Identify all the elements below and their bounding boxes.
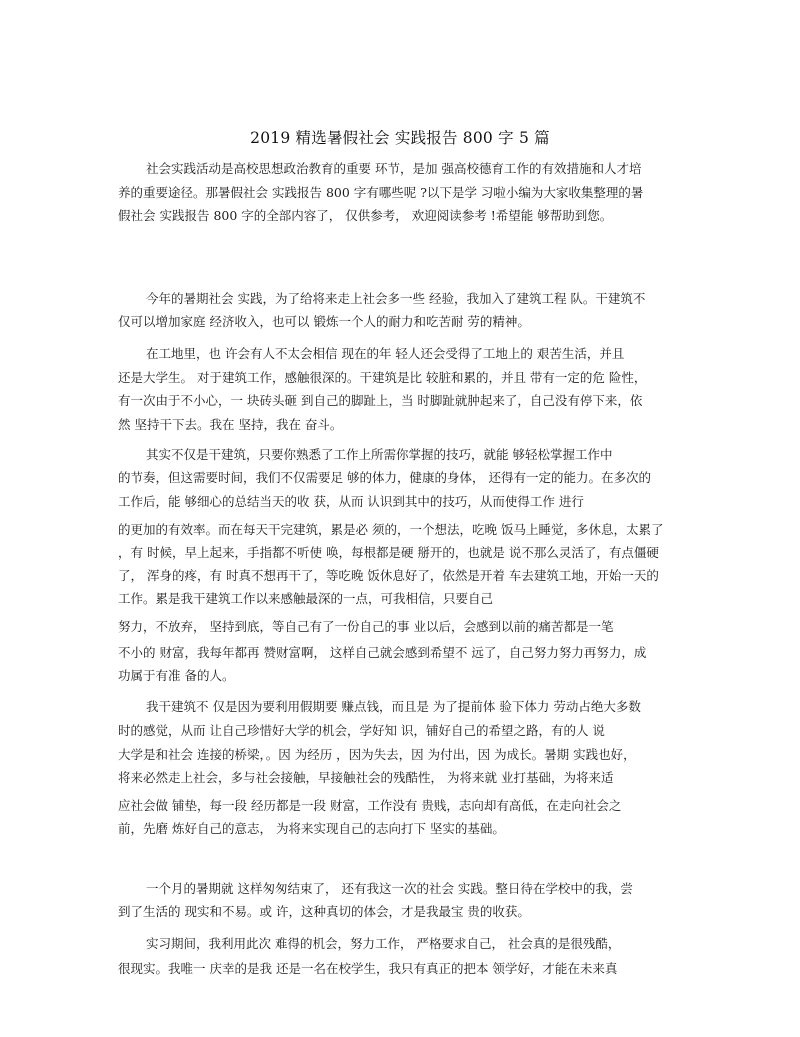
body-line: 不小的 财富，我每年都再 赞财富啊， 这样自己就会感到希望不 远了，自己努力努力再努力，成: [118, 645, 647, 660]
body-line: 工作后，能 够细心的总结当天的收 获，从而 认识到其中的技巧，从而使得工作 进行: [118, 494, 584, 509]
body-line: 其实不仅是干建筑，只要你熟悉了工作上所需你掌握的技巧，就能 够轻松掌握工作中: [146, 447, 613, 462]
body-line: 了， 浑身的疼，有 时真不想再干了，等吃晚 饭休息好了，依然是开着 车去建筑工地，开始一天的: [118, 568, 659, 583]
body-line: 到了生活的 现实和不易。或 许，这种真切的体会，才是我最宝 贵的收获。: [118, 904, 530, 919]
body-line: 努力，不放弃， 坚持到底，等自己有了一份自己的事 业以后，会感到以前的痛苦都是一笔: [118, 619, 614, 634]
body-line: 工作。累是我干建筑工作以来感触最深的一点，可我相信，只要自己: [118, 591, 494, 606]
body-line: 的更加的有效率。而在每天干完建筑，累是必 须的，一个想法，吃晚 饭马上睡觉，多休息，太累了: [118, 522, 664, 537]
body-line: 将来必然走上社会，多与社会接触，早接触社会的残酷性， 为将来就 业打基础，为将来适: [118, 770, 614, 785]
body-line: 我干建筑不 仅是因为要利用假期要 赚点钱，而且是 为了提前体 验下体力 劳动占绝大多数: [146, 699, 641, 714]
body-line: 时的感觉，从而 让自己珍惜好大学的机会，学好知 识，铺好自己的希望之路，有的人 说: [118, 723, 605, 738]
body-line: 仅可以增加家庭 经济收入，也可以 锻炼一个人的耐力和吃苦耐 劳的精神。: [118, 314, 530, 329]
body-line: 今年的暑期社会 实践，为了给将来走上社会多一些 经验，我加入了建筑工程 队。干建筑不: [146, 291, 646, 306]
body-line: 功属于有准 备的人。: [118, 668, 235, 683]
body-line: 有一次由于不小心，一 块砖头砸 到自己的脚趾上，当 时脚趾就肿起来了，自己没有停下来，依: [118, 393, 643, 408]
body-line: 然 坚持干下去。我在 坚持，我在 奋斗。: [118, 417, 343, 432]
body-line: 在工地里，也 许会有人不太会相信 现在的年 轻人还会受得了工地上的 艰苦生活，并且: [146, 346, 625, 361]
body-line: 的节奏，但这需要时间，我们不仅需要足 够的体力，健康的身体， 还得有一定的能力。在多次的: [118, 470, 651, 485]
body-line: 前，先磨 炼好自己的意志， 为将来实现自己的志向打下 坚实的基础。: [118, 821, 505, 836]
body-line: 大学是和社会 连接的桥梁，。因 为经历 ，因为失去，因 为付出，因 为成长。暑期 实践也好，: [118, 747, 636, 762]
body-line: 社会实践活动是高校思想政治教育的重要 环节，是加 强高校德育工作的有效措施和人才培: [146, 161, 642, 176]
body-line: 还是大学生。 对于建筑工作，感触很深的。干建筑是比 较脏和累的，并且 带有一定的危 险性，: [118, 370, 647, 385]
body-line: 假社会 实践报告 800 字的全部内容了， 仅供参考， 欢迎阅读参考 !希望能 够帮助到您。: [118, 208, 613, 223]
body-line: 很现实。我唯一 庆幸的是我 还是一名在校学生，我只有真正的把本 领学好，才能在未来真: [118, 961, 618, 976]
body-line: 养的重要途径。那暑假社会 实践报告 800 字有哪些呢 ?以下是学 习啦小编为大家收集整理的暑: [118, 185, 644, 200]
body-line: ，有 时候，早上起来，手指都不听使 唤，每根都是硬 掰开的，也就是 说不那么灵活了，有点僵硬: [118, 545, 659, 560]
document-title: 2019 精选暑假社会 实践报告 800 字 5 篇: [250, 129, 550, 147]
body-line: 应社会做 铺垫，每一段 经历都是一段 财富，工作没有 贵贱，志向却有高低，在走向社会之: [118, 798, 622, 813]
body-line: 实习期间，我利用此次 难得的机会，努力工作， 严格要求自己， 社会真的是很残酷，: [146, 936, 621, 951]
body-line: 一个月的暑期就 这样匆匆结束了， 还有我这一次的社会 实践。整日待在学校中的我，尝: [146, 881, 633, 896]
